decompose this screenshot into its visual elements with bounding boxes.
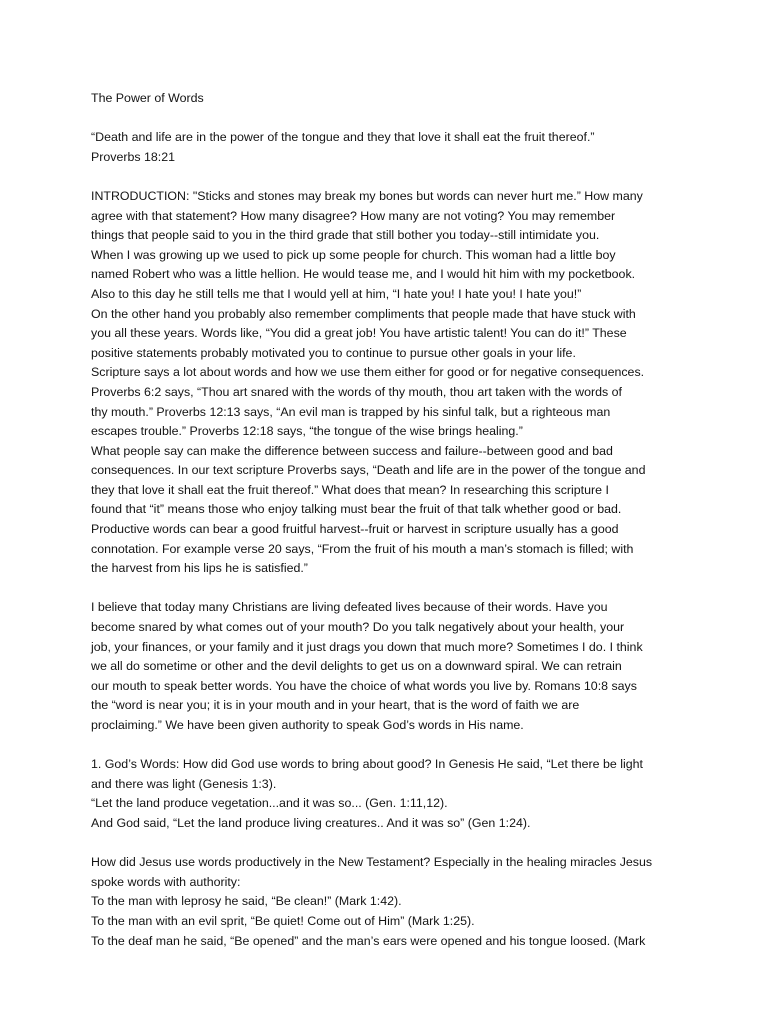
text-line: found that “it” means those who enjoy talking must bear the fruit of that talk whether good or bad. [91, 502, 622, 517]
text-line: we all do sometime or other and the devil delights to get us on a downward spiral. We can retrain [91, 659, 622, 674]
jesus-words-section [91, 853, 691, 951]
text-line: What people say can make the difference between success and failure--between good and bad [91, 443, 613, 458]
text-line: consequences. In our text scripture Proverbs says, “Death and life are in the power of the tongue and [91, 463, 646, 478]
text-line: “Let the land produce vegetation...and it was so... (Gen. 1:11,12). [91, 796, 448, 811]
text-line: things that people said to you in the third grade that still bother you today--still intimidate you. [91, 228, 600, 243]
text-line: they that love it shall eat the fruit thereof.” What does that mean? In researching this scripture I [91, 482, 609, 497]
text-line: And God said, “Let the land produce living creatures.. And it was so” (Gen 1:24). [91, 815, 531, 830]
text-line: the harvest from his lips he is satisfied.” [91, 561, 308, 576]
text-line: How did Jesus use words productively in the New Testament? Especially in the healing miracles Jesus [91, 855, 653, 870]
gods-words-section [91, 755, 691, 833]
text-line: agree with that statement? How many disagree? How many are not voting? You may remember [91, 208, 616, 223]
text-line: connotation. For example verse 20 says, “From the fruit of his mouth a man’s stomach is filled; with [91, 541, 634, 556]
text-line: I believe that today many Christians are living defeated lives because of their words. Have you [91, 600, 608, 615]
text-line: Also to this day he still tells me that I would yell at him, “I hate you! I hate you! I hate you!” [91, 286, 582, 301]
text-line: and there was light (Genesis 1:3). [91, 776, 277, 791]
text-line: named Robert who was a little hellion. He would tease me, and I would hit him with my pocketbook. [91, 267, 636, 282]
text-line: On the other hand you probably also remember compliments that people made that have stuck with [91, 306, 636, 321]
title-line: The Power of Words [91, 91, 204, 105]
text-line: INTRODUCTION: "Sticks and stones may break my bones but words can never hurt me.” How many [91, 188, 643, 203]
introduction-paragraph [91, 187, 691, 579]
epigraph-line: “Death and life are in the power of the tongue and they that love it shall eat the fruit thereof.” [91, 130, 595, 145]
text-line: thy mouth.” Proverbs 12:13 says, “An evil man is trapped by his sinful talk, but a righteous man [91, 404, 611, 419]
text-line: To the man with an evil sprit, “Be quiet! Come out of Him” (Mark 1:25). [91, 913, 475, 928]
document-title [91, 89, 691, 109]
epigraph [91, 128, 691, 167]
text-line: 1. God’s Words: How did God use words to bring about good? In Genesis He said, “Let there be light [91, 757, 643, 772]
text-line: Productive words can bear a good fruitful harvest--fruit or harvest in scripture usually has a good [91, 522, 619, 537]
text-line: job, your finances, or your family and it just drags you down that much more? Sometimes I do. I think [91, 639, 643, 654]
text-line: escapes trouble.” Proverbs 12:18 says, “the tongue of the wise brings healing.” [91, 424, 523, 439]
text-line: our mouth to speak better words. You have the choice of what words you live by. Romans 10:8 says [91, 678, 637, 693]
text-line: positive statements probably motivated you to continue to pursue other goals in your life. [91, 345, 576, 360]
text-line: the “word is near you; it is in your mouth and in your heart, that is the word of faith we are [91, 698, 580, 713]
epigraph-reference: Proverbs 18:21 [91, 149, 176, 164]
text-line: Proverbs 6:2 says, “Thou art snared with the words of thy mouth, thou art taken with the words of [91, 384, 622, 399]
text-line: spoke words with authority: [91, 874, 241, 889]
text-line: To the deaf man he said, “Be opened” and the man’s ears were opened and his tongue loosed. (Mark [91, 933, 646, 948]
document-body [91, 89, 691, 951]
text-line: Scripture says a lot about words and how we use them either for good or for negative consequences. [91, 365, 645, 380]
text-line: you all these years. Words like, “You did a great job! You have artistic talent! You can do it!” These [91, 326, 627, 341]
christians-paragraph [91, 598, 691, 735]
text-line: become snared by what comes out of your mouth? Do you talk negatively about your health, your [91, 620, 625, 635]
text-line: When I was growing up we used to pick up some people for church. This woman had a little boy [91, 247, 616, 262]
text-line: To the man with leprosy he said, “Be clean!” (Mark 1:42). [91, 894, 402, 909]
text-line: proclaiming.” We have been given authority to speak God’s words in His name. [91, 718, 524, 732]
